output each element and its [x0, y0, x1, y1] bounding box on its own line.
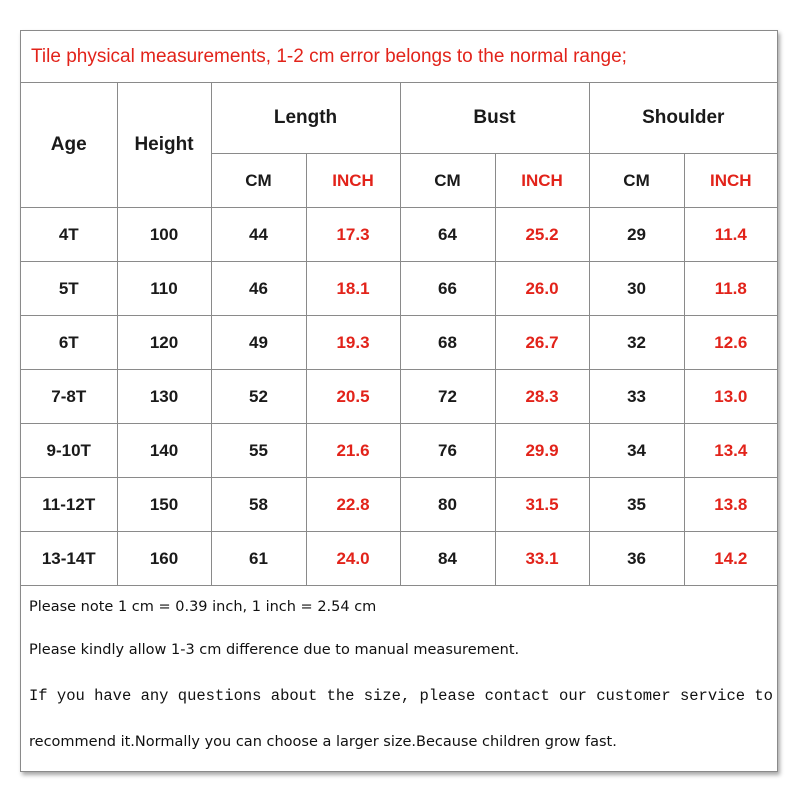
contact-word: the	[326, 687, 355, 705]
cell-age: 13-14T	[21, 532, 117, 586]
cell-age: 7-8T	[21, 370, 117, 424]
contact-word: size,	[363, 687, 411, 705]
cell-bust-cm: 66	[400, 262, 495, 316]
header-shoulder-cm: CM	[589, 154, 684, 208]
cell-bust-inch: 28.3	[495, 370, 589, 424]
cell-length-inch: 19.3	[306, 316, 400, 370]
contact-word: any	[140, 687, 169, 705]
cell-length-inch: 22.8	[306, 478, 400, 532]
header-age: Age	[21, 83, 117, 208]
table-row	[21, 370, 777, 424]
cell-bust-inch: 25.2	[495, 208, 589, 262]
header-height: Height	[117, 83, 211, 208]
cell-length-cm: 46	[211, 262, 306, 316]
cell-bust-inch: 29.9	[495, 424, 589, 478]
table-row	[21, 262, 777, 316]
cell-age: 9-10T	[21, 424, 117, 478]
cell-bust-cm: 84	[400, 532, 495, 586]
cell-shoulder-inch: 14.2	[684, 532, 777, 586]
cell-shoulder-cm: 34	[589, 424, 684, 478]
cell-shoulder-cm: 29	[589, 208, 684, 262]
header-shoulder-inch: INCH	[684, 154, 777, 208]
contact-word: contact	[484, 687, 550, 705]
cell-shoulder-cm: 32	[589, 316, 684, 370]
cell-height: 110	[117, 262, 211, 316]
size-chart-sheet	[20, 30, 778, 772]
contact-note	[21, 673, 777, 719]
header-bust-cm: CM	[400, 154, 495, 208]
contact-word: customer	[596, 687, 671, 705]
cell-age: 5T	[21, 262, 117, 316]
size-notes	[21, 587, 777, 765]
cell-bust-cm: 64	[400, 208, 495, 262]
size-table	[21, 83, 777, 586]
header-length-inch: INCH	[306, 154, 400, 208]
cell-shoulder-inch: 12.6	[684, 316, 777, 370]
conversion-note: Please note 1 cm = 0.39 inch, 1 inch = 2.54 cm	[29, 599, 377, 615]
cell-height: 130	[117, 370, 211, 424]
contact-word: to	[754, 687, 773, 705]
cell-bust-cm: 72	[400, 370, 495, 424]
table-row	[21, 532, 777, 586]
cell-bust-inch: 26.0	[495, 262, 589, 316]
header-shoulder: Shoulder	[589, 83, 777, 154]
measurement-notice: Tile physical measurements, 1-2 cm error belongs to the normal range;	[21, 31, 777, 83]
cell-age: 11-12T	[21, 478, 117, 532]
cell-length-cm: 61	[211, 532, 306, 586]
cell-length-inch: 21.6	[306, 424, 400, 478]
contact-word: have	[94, 687, 132, 705]
cell-shoulder-inch: 11.4	[684, 208, 777, 262]
contact-word: about	[270, 687, 318, 705]
cell-shoulder-cm: 30	[589, 262, 684, 316]
cell-shoulder-cm: 35	[589, 478, 684, 532]
contact-word: please	[419, 687, 476, 705]
cell-bust-inch: 26.7	[495, 316, 589, 370]
contact-word: If	[29, 687, 48, 705]
cell-length-cm: 49	[211, 316, 306, 370]
contact-word: service	[679, 687, 746, 705]
cell-length-cm: 55	[211, 424, 306, 478]
cell-bust-cm: 68	[400, 316, 495, 370]
header-length-cm: CM	[211, 154, 306, 208]
table-row	[21, 424, 777, 478]
cell-length-inch: 20.5	[306, 370, 400, 424]
recommend-note: recommend it.Normally you can choose a larger size.Because children grow fast.	[29, 734, 617, 750]
header-bust: Bust	[400, 83, 589, 154]
cell-height: 100	[117, 208, 211, 262]
header-row-main	[21, 83, 777, 154]
cell-shoulder-inch: 13.0	[684, 370, 777, 424]
contact-word: questions	[177, 687, 262, 705]
cell-height: 140	[117, 424, 211, 478]
cell-bust-inch: 33.1	[495, 532, 589, 586]
cell-age: 4T	[21, 208, 117, 262]
cell-shoulder-cm: 36	[589, 532, 684, 586]
cell-bust-inch: 31.5	[495, 478, 589, 532]
cell-bust-cm: 80	[400, 478, 495, 532]
cell-bust-cm: 76	[400, 424, 495, 478]
cell-shoulder-inch: 13.4	[684, 424, 777, 478]
cell-shoulder-inch: 11.8	[684, 262, 777, 316]
cell-length-inch: 18.1	[306, 262, 400, 316]
cell-age: 6T	[21, 316, 117, 370]
table-row	[21, 478, 777, 532]
cell-height: 150	[117, 478, 211, 532]
cell-length-cm: 58	[211, 478, 306, 532]
cell-height: 160	[117, 532, 211, 586]
cell-shoulder-inch: 13.8	[684, 478, 777, 532]
cell-height: 120	[117, 316, 211, 370]
cell-length-inch: 17.3	[306, 208, 400, 262]
header-length: Length	[211, 83, 400, 154]
cell-length-cm: 44	[211, 208, 306, 262]
header-bust-inch: INCH	[495, 154, 589, 208]
contact-word: you	[56, 687, 85, 705]
cell-length-cm: 52	[211, 370, 306, 424]
allowance-note: Please kindly allow 1-3 cm difference due to manual measurement.	[29, 642, 520, 658]
table-row	[21, 316, 777, 370]
contact-word: our	[559, 687, 587, 705]
cell-length-inch: 24.0	[306, 532, 400, 586]
table-row	[21, 208, 777, 262]
cell-shoulder-cm: 33	[589, 370, 684, 424]
